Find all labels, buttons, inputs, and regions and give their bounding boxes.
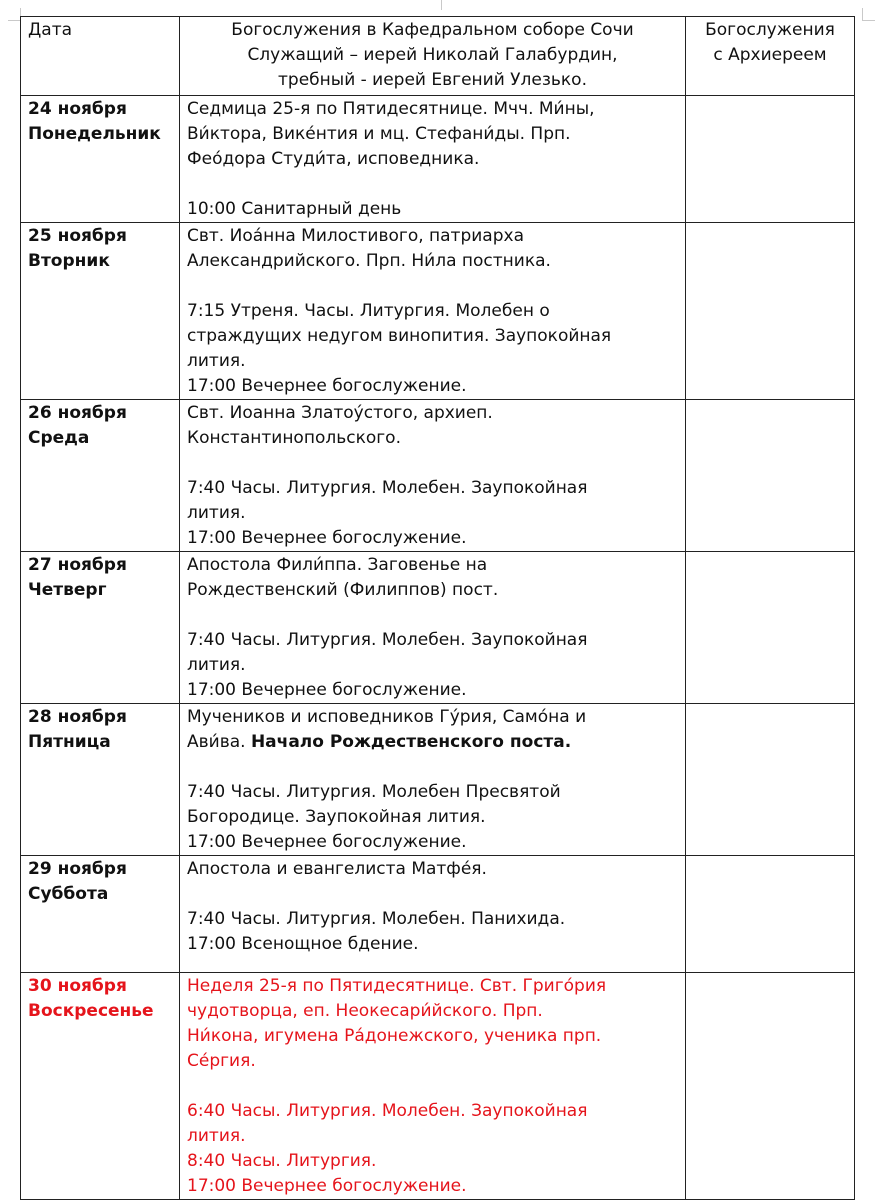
day-bishop-cell — [686, 552, 855, 704]
day-date: 29 ноября — [28, 859, 127, 879]
header-clergy-line: требный - иерей Евгений Улезько. — [278, 70, 587, 90]
day-date: 27 ноября — [28, 555, 127, 575]
day-date-cell — [21, 400, 180, 552]
day-services-cell: Неделя 25-я по Пятидесятнице. Свт. Григо́рия чудотворца, еп. Неокесари́йского. Прп. Ни́кона, игумена Ра́донежского, ученика прп. Се́ргия. 6:40 Часы. Литургия. Молебен. Заупокойная лития. 8:40 Часы. Литургия. 17:00 Вечернее богослужение. — [180, 973, 686, 1200]
page-corner-mark — [862, 8, 875, 21]
header-cathedral-services — [180, 17, 686, 96]
day-date: 26 ноября — [28, 403, 127, 423]
day-date-cell — [21, 223, 180, 400]
table-row — [21, 856, 855, 973]
day-services-cell: Свт. Иоанна Златоу́стого, архиеп. Константинопольского. 7:40 Часы. Литургия. Молебен. Заупокойная лития. 17:00 Вечернее богослужение. — [180, 400, 686, 552]
table-row — [21, 223, 855, 400]
day-services-cell: Седмица 25-я по Пятидесятнице. Мчч. Ми́ны, Ви́ктора, Вике́нтия и мц. Стефани́ды. Прп. Фео́дора Студи́та, исповедника. 10:00 Санитарный день — [180, 96, 686, 223]
day-weekday: Вторник — [28, 251, 110, 271]
day-weekday: Пятница — [28, 732, 111, 752]
day-bishop-cell — [686, 704, 855, 856]
day-bishop-cell — [686, 973, 855, 1200]
day-bishop-cell — [686, 400, 855, 552]
day-weekday: Среда — [28, 428, 90, 448]
table-row — [21, 973, 855, 1200]
service-schedule-table — [20, 16, 855, 1200]
table-row — [21, 400, 855, 552]
day-bishop-cell — [686, 856, 855, 973]
table-header-row — [21, 17, 855, 96]
table-row — [21, 552, 855, 704]
day-date-cell — [21, 973, 180, 1200]
day-weekday: Воскресенье — [28, 1001, 154, 1021]
day-date: 28 ноября — [28, 707, 127, 727]
day-date: 24 ноября — [28, 99, 127, 119]
day-bishop-cell — [686, 223, 855, 400]
table-row — [21, 704, 855, 856]
page-top-divider — [441, 0, 442, 10]
header-bishop-services: Богослужения с Архиереем — [686, 17, 855, 96]
day-bishop-cell — [686, 96, 855, 223]
day-weekday: Понедельник — [28, 124, 161, 144]
header-clergy-line: Служащий – иерей Николай Галабурдин, — [247, 45, 618, 65]
day-weekday: Суббота — [28, 884, 109, 904]
service-time: 10:00 Санитарный день — [187, 199, 402, 219]
day-services-cell: Апостола Фили́ппа. Заговенье на Рождественский (Филиппов) пост. 7:40 Часы. Литургия. Молебен. Заупокойная лития. 17:00 Вечернее богослужение. — [180, 552, 686, 704]
header-date: Дата — [21, 17, 180, 96]
day-services-cell: Свт. Иоа́нна Милостивого, патриарха Александрийского. Прп. Ни́ла постника. 7:15 Утреня. Часы. Литургия. Молебен о страждущих недугом винопития. Заупокойная лития. 17:00 Вечернее богослужение. — [180, 223, 686, 400]
day-date: 25 ноября — [28, 226, 127, 246]
day-weekday: Четверг — [28, 580, 107, 600]
day-date-cell — [21, 552, 180, 704]
day-services-cell: Мучеников и исповедников Гу́рия, Само́на и Ави́ва. Начало Рождественского поста. 7:40 Часы. Литургия. Молебен Пресвятой Богородице. Заупокойная лития. 17:00 Вечернее богослужение. — [180, 704, 686, 856]
day-date-cell — [21, 704, 180, 856]
day-date-cell — [21, 96, 180, 223]
table-row — [21, 96, 855, 223]
day-date-cell — [21, 856, 180, 973]
day-date: 30 ноября — [28, 976, 127, 996]
header-title: Богослужения в Кафедральном соборе Сочи — [231, 20, 634, 40]
day-services-cell: Апостола и евангелиста Матфе́я. 7:40 Часы. Литургия. Молебен. Панихида. 17:00 Всенощное бдение. — [180, 856, 686, 973]
fast-start-notice: Начало Рождественского поста. — [250, 732, 572, 752]
